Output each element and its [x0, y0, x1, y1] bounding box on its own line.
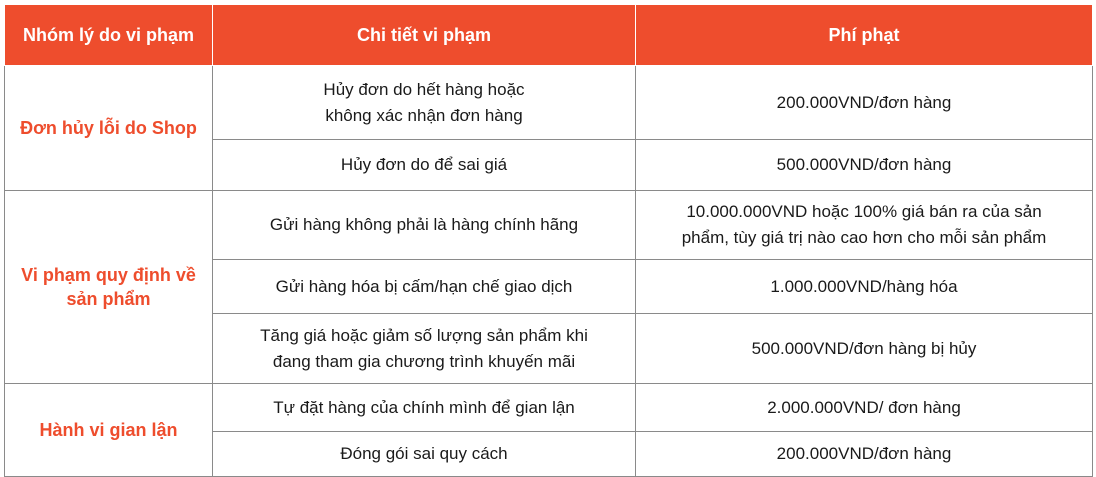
- detail-line: Hủy đơn do hết hàng hoặc: [323, 79, 525, 99]
- penalty-fee-cell: 500.000VND/đơn hàng bị hủy: [636, 314, 1093, 384]
- group-label-product-rules: Vi phạm quy định về sản phẩm: [5, 191, 213, 384]
- group-label-fraud: Hành vi gian lận: [5, 384, 213, 477]
- header-violation-group: Nhóm lý do vi phạm: [5, 5, 213, 66]
- header-penalty-fee: Phí phạt: [636, 5, 1093, 66]
- penalty-fee-cell: 200.000VND/đơn hàng: [636, 66, 1093, 140]
- violation-detail-cell: [213, 314, 636, 384]
- header-row: [5, 5, 1093, 66]
- penalty-fee-cell: 500.000VND/đơn hàng: [636, 140, 1093, 191]
- table-row: [5, 191, 1093, 260]
- table-row: [5, 384, 1093, 432]
- detail-line: đang tham gia chương trình khuyến mãi: [272, 351, 576, 371]
- group-label-shop-cancellation: Đơn hủy lỗi do Shop: [5, 66, 213, 191]
- detail-line: Tăng giá hoặc giảm số lượng sản phẩm khi: [260, 325, 588, 345]
- violation-detail-cell: [213, 66, 636, 140]
- violation-detail-cell: Gửi hàng không phải là hàng chính hãng: [213, 191, 636, 260]
- penalty-fee-cell: 1.000.000VND/hàng hóa: [636, 260, 1093, 314]
- penalty-fee-cell: [636, 191, 1093, 260]
- detail-line: không xác nhận đơn hàng: [325, 105, 523, 125]
- penalty-table: [4, 4, 1093, 477]
- violation-detail-cell: Đóng gói sai quy cách: [213, 432, 636, 477]
- penalty-fee-cell: 2.000.000VND/ đơn hàng: [636, 384, 1093, 432]
- fee-line: phẩm, tùy giá trị nào cao hơn cho mỗi sản phẩm: [681, 228, 1047, 247]
- table-row: [5, 66, 1093, 140]
- violation-detail-cell: Gửi hàng hóa bị cấm/hạn chế giao dịch: [213, 260, 636, 314]
- violation-detail-cell: Hủy đơn do để sai giá: [213, 140, 636, 191]
- header-violation-detail: Chi tiết vi phạm: [213, 5, 636, 66]
- fee-line: 10.000.000VND hoặc 100% giá bán ra của sản: [686, 202, 1042, 221]
- penalty-fee-cell: 200.000VND/đơn hàng: [636, 432, 1093, 477]
- violation-detail-cell: Tự đặt hàng của chính mình để gian lận: [213, 384, 636, 432]
